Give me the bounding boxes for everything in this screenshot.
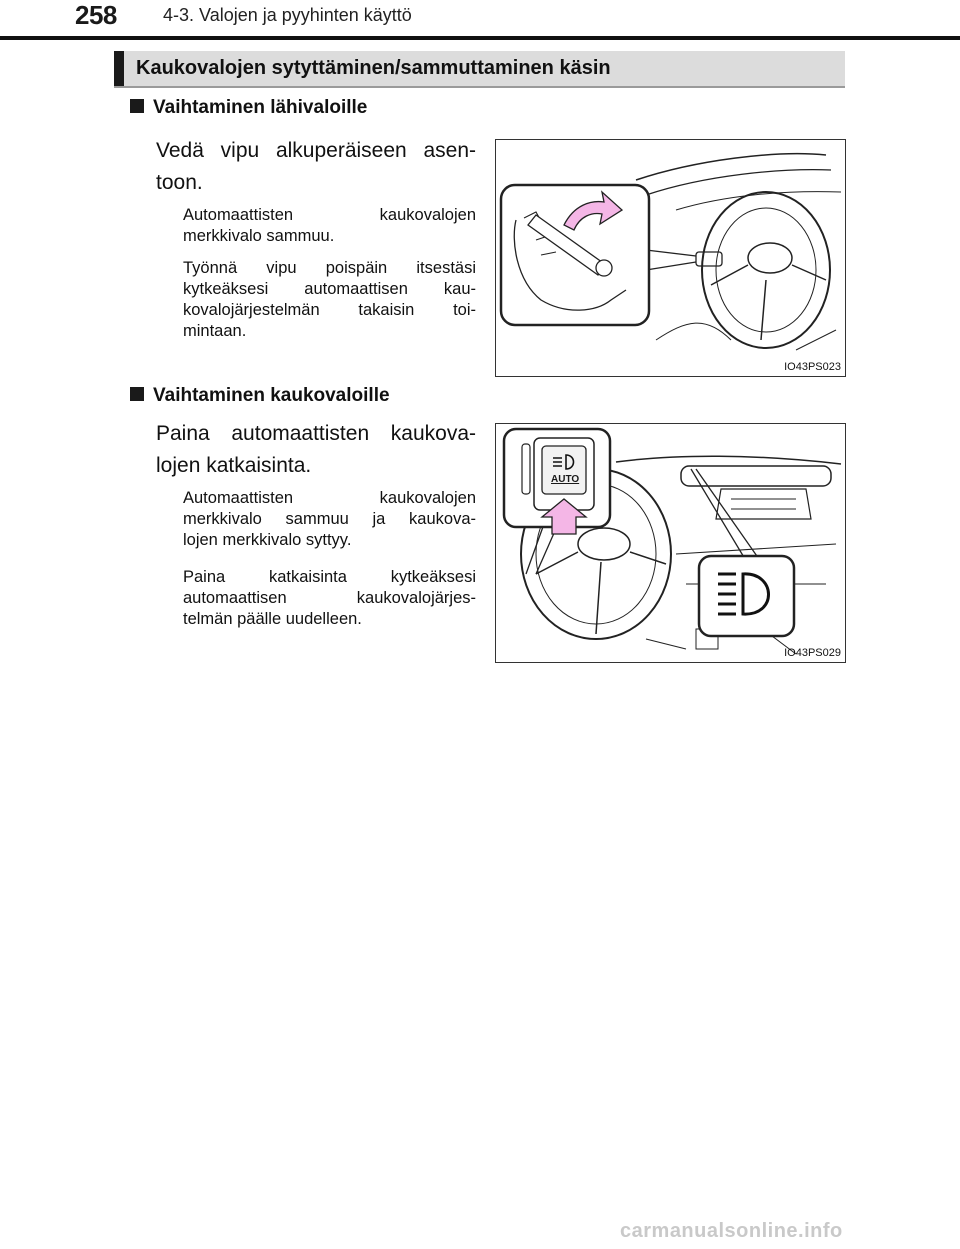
note-line: lojen merkkivalo syttyy. — [183, 531, 352, 549]
lead-instruction — [156, 135, 476, 199]
note-paragraph — [183, 567, 476, 630]
section-banner — [114, 51, 845, 88]
note-line: kovalojärjestelmän takaisin toi- — [183, 301, 476, 319]
square-bullet-icon — [130, 387, 144, 401]
lead-line: lojen katkaisinta. — [156, 454, 312, 477]
figure-switch-illustration — [495, 423, 846, 663]
note-line: Paina katkaisinta kytkeäksesi — [183, 568, 476, 586]
figure-code: IO43PS023 — [784, 361, 841, 373]
lead-line: toon. — [156, 171, 203, 194]
note-line: merkkivalo sammuu ja kaukova- — [183, 510, 476, 528]
note-line: Automaattisten kaukovalojen — [183, 489, 476, 507]
square-bullet-icon — [130, 99, 144, 113]
lead-line: Paina automaattisten kaukova- — [156, 422, 476, 445]
lead-line: Vedä vipu alkuperäiseen asen- — [156, 139, 476, 162]
subsection-heading-low-beam — [130, 97, 367, 119]
site-footer-watermark: carmanualsonline.info — [620, 1220, 843, 1242]
note-line: telmän päälle uudelleen. — [183, 610, 362, 628]
note-paragraph — [183, 205, 476, 247]
subsection-heading-text: Vaihtaminen lähivaloille — [153, 97, 368, 118]
note-paragraph — [183, 258, 476, 342]
lead-instruction — [156, 418, 476, 482]
note-paragraph — [183, 488, 476, 551]
note-line: automaattisen kaukovalojärjes- — [183, 589, 476, 607]
header-rule — [0, 36, 960, 40]
page-number: 258 — [75, 0, 117, 30]
headlight-lever-drawing — [496, 140, 845, 376]
note-line: Työnnä vipu poispäin itsestäsi — [183, 259, 476, 277]
note-line: Automaattisten kaukovalojen — [183, 206, 476, 224]
note-line: merkkivalo sammuu. — [183, 227, 335, 245]
figure-code: IO43PS029 — [784, 647, 841, 659]
subsection-heading-high-beam — [130, 385, 390, 407]
section-title: Kaukovalojen sytyttäminen/sammuttaminen käsin — [136, 57, 611, 79]
note-line: kytkeäksesi automaattisen kau- — [183, 280, 476, 298]
auto-switch-label: AUTO — [551, 474, 580, 485]
subsection-heading-text: Vaihtaminen kaukovaloille — [153, 385, 390, 406]
auto-high-beam-switch-drawing — [496, 424, 845, 662]
figure-lever-illustration — [495, 139, 846, 377]
running-head: 4-3. Valojen ja pyyhinten käyttö — [163, 5, 412, 25]
note-line: mintaan. — [183, 322, 247, 340]
section-banner-bar — [114, 51, 124, 86]
